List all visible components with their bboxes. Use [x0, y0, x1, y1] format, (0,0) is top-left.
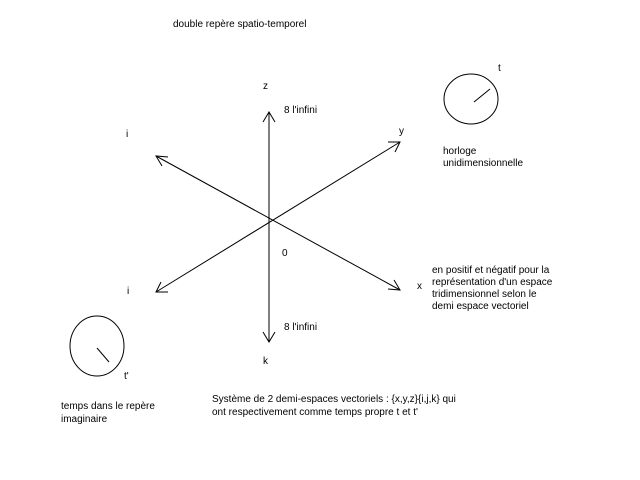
x-label: x: [417, 281, 422, 292]
i-lower-label: i: [127, 286, 130, 297]
clock-top-hand: [474, 89, 490, 102]
clock-top-caption-line2: unidimensionnelle: [443, 158, 524, 169]
note-right-line3: tridimensionnel selon le: [432, 289, 537, 300]
z-label: z: [263, 81, 268, 92]
clock-bottom-hand: [97, 348, 109, 362]
clock-bottom-caption-line1: temps dans le repère: [61, 401, 155, 412]
z-top-infinity-label: 8 l'infini: [284, 105, 318, 116]
clock-bottom-label: t': [124, 371, 129, 382]
bottom-infinity-label: 8 l'infini: [284, 322, 318, 333]
clock-bottom-icon: [70, 316, 124, 376]
note-right-line2: représentation d'un espace: [432, 277, 553, 288]
page-title: double repère spatio-temporel: [173, 19, 307, 30]
note-bottom-line1: Système de 2 demi-espaces vectoriels : {x,y,z}{i,j,k} qui: [212, 394, 456, 405]
i-upper-label: i: [126, 129, 129, 140]
k-label: k: [263, 356, 268, 367]
origin-label: 0: [282, 248, 288, 259]
clock-bottom-caption-line2: imaginaire: [61, 414, 108, 425]
note-bottom-line2: ont respectivement comme temps propre t et t': [212, 407, 418, 418]
clock-top-label: t: [498, 63, 501, 74]
clock-top-caption-line1: horloge: [443, 146, 477, 157]
note-right-line4: demi espace vectoriel: [432, 301, 529, 312]
note-right-line1: en positif et négatif pour la: [432, 265, 550, 276]
y-label: y: [399, 126, 404, 137]
clock-top-icon: [444, 74, 498, 124]
